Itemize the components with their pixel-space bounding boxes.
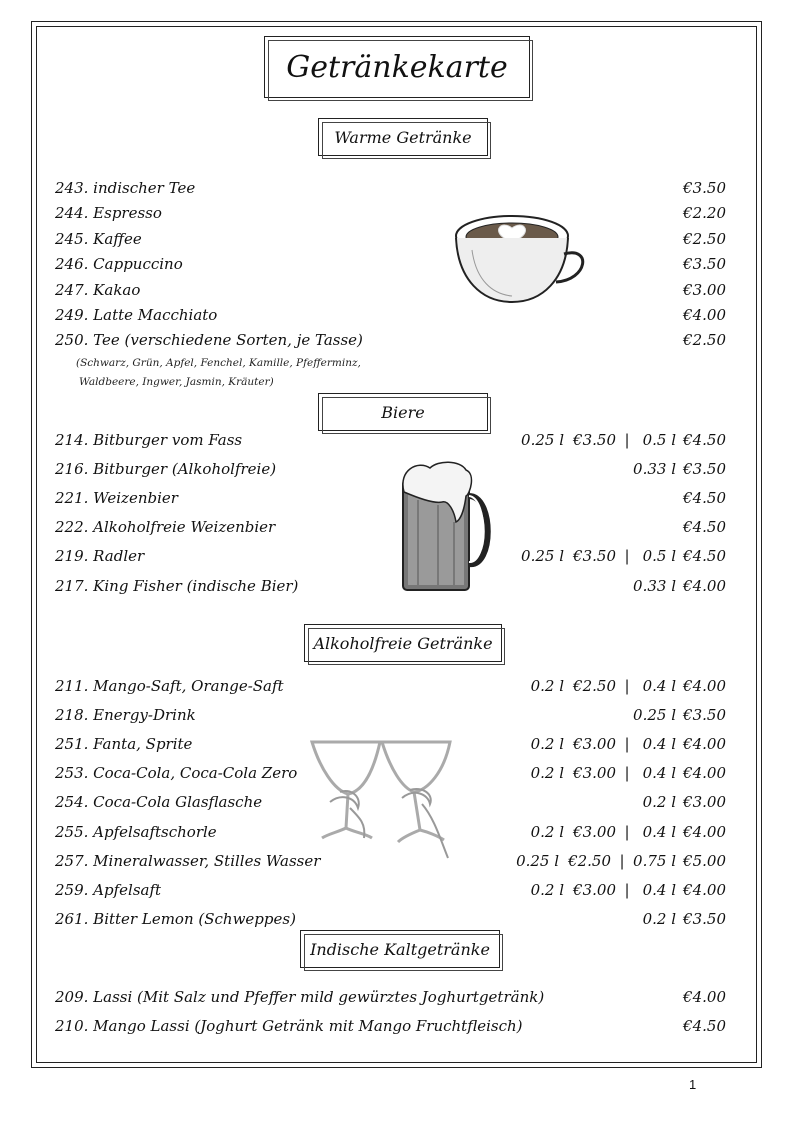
price-separator: | — [624, 735, 630, 754]
item-name: 249. Latte Macchiato — [55, 306, 218, 324]
item-name: 211. Mango-Saft, Orange-Saft — [55, 677, 284, 695]
item-volume — [513, 706, 559, 724]
section-beer-label: Biere — [381, 402, 425, 422]
item-name: 259. Apfelsaft — [55, 880, 162, 899]
item-price: €4.00 — [683, 988, 726, 1006]
item-price: €3.00 — [573, 735, 616, 754]
item-name: 218. Energy-Drink — [55, 706, 196, 725]
item-price: €2.20 — [683, 204, 726, 223]
item-volume: 0.2 l — [530, 735, 564, 754]
item-price: €3.00 — [573, 764, 616, 783]
section-beer-header — [318, 393, 488, 431]
item-prices — [518, 489, 726, 507]
item-volume: 0.4 l — [642, 880, 676, 899]
item-price: €3.50 — [683, 909, 726, 928]
menu-item — [55, 910, 726, 934]
section-warm-header — [318, 118, 488, 156]
item-volume: 0.2 l — [642, 909, 676, 928]
item-prices — [518, 677, 726, 695]
item-prices — [513, 706, 726, 724]
item-price: €2.50 — [568, 851, 612, 870]
item-volume: 0.4 l — [642, 822, 676, 841]
item-prices — [518, 793, 726, 811]
item-price: €3.50 — [683, 179, 726, 197]
item-name: 222. Alkoholfreie Weizenbier — [55, 518, 276, 537]
item-volume — [518, 910, 564, 928]
item-prices — [513, 852, 726, 870]
menu-item — [55, 489, 726, 513]
price-separator: | — [624, 880, 630, 899]
item-price: €4.50 — [683, 489, 726, 508]
item-prices — [518, 764, 726, 782]
item-volume: 0.2 l — [530, 880, 564, 899]
menu-item — [55, 1017, 726, 1041]
price-separator — [616, 489, 638, 507]
price-separator: | — [624, 547, 630, 566]
item-name: 253. Coca-Cola, Coca-Cola Zero — [55, 764, 298, 783]
item-volume: 0.25 l — [633, 706, 676, 725]
item-name: 247. Kakao — [55, 280, 141, 299]
item-price: €3.00 — [683, 793, 726, 812]
item-volume: 0.25 l — [516, 851, 560, 870]
menu-item — [55, 179, 726, 203]
price-separator: | — [624, 764, 630, 783]
item-volume — [518, 793, 564, 811]
menu-item — [55, 577, 726, 601]
item-name: 250. Tee (verschiedene Sorten, je Tasse) — [55, 331, 363, 350]
item-volume: 0.4 l — [642, 735, 676, 754]
item-volume — [518, 489, 564, 507]
price-separator — [611, 460, 633, 478]
item-name: 219. Radler — [55, 547, 145, 566]
item-price: €4.00 — [683, 306, 726, 324]
item-volume: 0.4 l — [642, 677, 676, 695]
menu-item — [55, 306, 726, 330]
section-warm-label: Warme Getränke — [334, 127, 472, 147]
item-name: 209. Lassi (Mit Salz und Pfeffer mild gewürztes Joghurtgetränk) — [55, 988, 545, 1006]
item-volume — [638, 489, 676, 507]
item-price: €4.00 — [683, 764, 726, 783]
item-price — [564, 910, 616, 928]
menu-item — [55, 431, 726, 455]
item-volume: 0.2 l — [530, 822, 564, 841]
item-volume: 0.2 l — [530, 677, 564, 695]
menu-item — [55, 518, 726, 542]
tea-note-line: Waldbeere, Ingwer, Jasmin, Kräuter) — [79, 376, 274, 388]
item-volume: 0.33 l — [633, 460, 676, 479]
item-price: €3.50 — [683, 706, 726, 725]
item-price: €3.50 — [683, 460, 726, 479]
section-indian-header — [300, 930, 500, 968]
menu-item — [55, 547, 726, 571]
price-separator: | — [624, 677, 630, 695]
item-volume — [638, 518, 676, 536]
menu-item — [55, 677, 726, 701]
item-prices — [518, 518, 726, 536]
item-price: €3.00 — [683, 280, 726, 299]
item-volume — [513, 577, 559, 595]
section-soft-label: Alkoholfreie Getränke — [313, 633, 493, 653]
item-volume: 0.25 l — [521, 431, 564, 449]
item-price: €4.00 — [683, 822, 726, 841]
item-prices — [518, 547, 726, 565]
price-separator — [616, 793, 638, 811]
item-name: 246. Cappuccino — [55, 255, 183, 274]
item-volume: 0.33 l — [633, 576, 676, 595]
item-prices — [518, 431, 726, 449]
item-price: €4.00 — [683, 880, 726, 899]
section-indian-label: Indische Kaltgetränke — [310, 939, 490, 959]
item-prices — [513, 577, 726, 595]
item-name: 257. Mineralwasser, Stilles Wasser — [55, 851, 321, 870]
item-volume: 0.25 l — [521, 547, 564, 566]
item-price: €4.50 — [683, 547, 726, 566]
item-volume — [513, 460, 559, 478]
item-name: 210. Mango Lassi (Joghurt Getränk mit Mango Fruchtfleisch) — [55, 1017, 523, 1035]
item-name: 255. Apfelsaftschorle — [55, 822, 217, 841]
item-price: €4.50 — [683, 1017, 726, 1035]
section-soft-header — [304, 624, 502, 662]
item-price — [559, 706, 611, 724]
price-separator: | — [619, 851, 625, 870]
item-price: €2.50 — [683, 229, 726, 248]
item-price: €3.00 — [573, 880, 616, 899]
item-price: €3.50 — [573, 431, 616, 449]
item-name: 245. Kaffee — [55, 229, 142, 248]
menu-title: Getränkekarte — [286, 49, 508, 85]
beer-mug-icon — [398, 460, 498, 595]
menu-item — [55, 881, 726, 905]
item-volume: 0.2 l — [530, 764, 564, 783]
item-price: €2.50 — [683, 331, 726, 350]
item-price — [564, 518, 616, 536]
item-price — [559, 460, 611, 478]
item-name: 243. indischer Tee — [55, 179, 196, 197]
item-price: €5.00 — [683, 851, 726, 870]
menu-item — [55, 988, 726, 1012]
item-volume: 0.2 l — [642, 793, 676, 812]
item-name: 221. Weizenbier — [55, 489, 178, 508]
price-separator — [611, 577, 633, 595]
item-volume: 0.5 l — [642, 431, 676, 449]
item-name: 254. Coca-Cola Glasflasche — [55, 793, 263, 812]
page-number: 1 — [689, 1077, 697, 1092]
item-prices — [518, 735, 726, 753]
price-separator — [611, 706, 633, 724]
item-price: €3.50 — [573, 547, 616, 566]
item-price: €4.00 — [683, 677, 726, 695]
item-volume — [518, 518, 564, 536]
menu-item — [55, 331, 726, 355]
menu-item — [55, 204, 726, 228]
item-volume: 0.4 l — [642, 764, 676, 783]
price-separator: | — [624, 431, 630, 449]
menu-item — [55, 281, 726, 305]
tea-varieties-note — [76, 354, 361, 392]
price-separator — [616, 910, 638, 928]
item-price — [559, 577, 611, 595]
item-volume: 0.5 l — [642, 547, 676, 566]
coffee-cup-icon — [452, 210, 592, 310]
item-price: €2.50 — [573, 677, 616, 695]
menu-item — [55, 255, 726, 279]
item-price: €4.50 — [683, 431, 726, 449]
price-separator — [616, 518, 638, 536]
item-name: 261. Bitter Lemon (Schweppes) — [55, 909, 296, 928]
item-prices — [518, 881, 726, 899]
item-name: 214. Bitburger vom Fass — [55, 431, 243, 449]
glasses-toast-icon — [310, 738, 460, 863]
item-price: €4.50 — [683, 518, 726, 537]
item-name: 251. Fanta, Sprite — [55, 735, 193, 754]
item-name: 217. King Fisher (indische Bier) — [55, 576, 299, 595]
item-prices — [518, 910, 726, 928]
item-price: €4.00 — [683, 735, 726, 754]
item-price: €4.00 — [683, 576, 726, 595]
menu-item — [55, 230, 726, 254]
item-name: 216. Bitburger (Alkoholfreie) — [55, 460, 277, 479]
item-price — [564, 793, 616, 811]
item-prices — [513, 460, 726, 478]
menu-item — [55, 460, 726, 484]
menu-item — [55, 706, 726, 730]
price-separator: | — [624, 822, 630, 841]
menu-title-box — [264, 36, 530, 98]
item-prices — [518, 823, 726, 841]
item-volume: 0.75 l — [633, 851, 676, 870]
item-price: €3.00 — [573, 822, 616, 841]
item-price: €3.50 — [683, 255, 726, 274]
item-price — [564, 489, 616, 507]
tea-note-line: (Schwarz, Grün, Apfel, Fenchel, Kamille, Pfefferminz, — [76, 357, 361, 369]
item-name: 244. Espresso — [55, 204, 162, 223]
